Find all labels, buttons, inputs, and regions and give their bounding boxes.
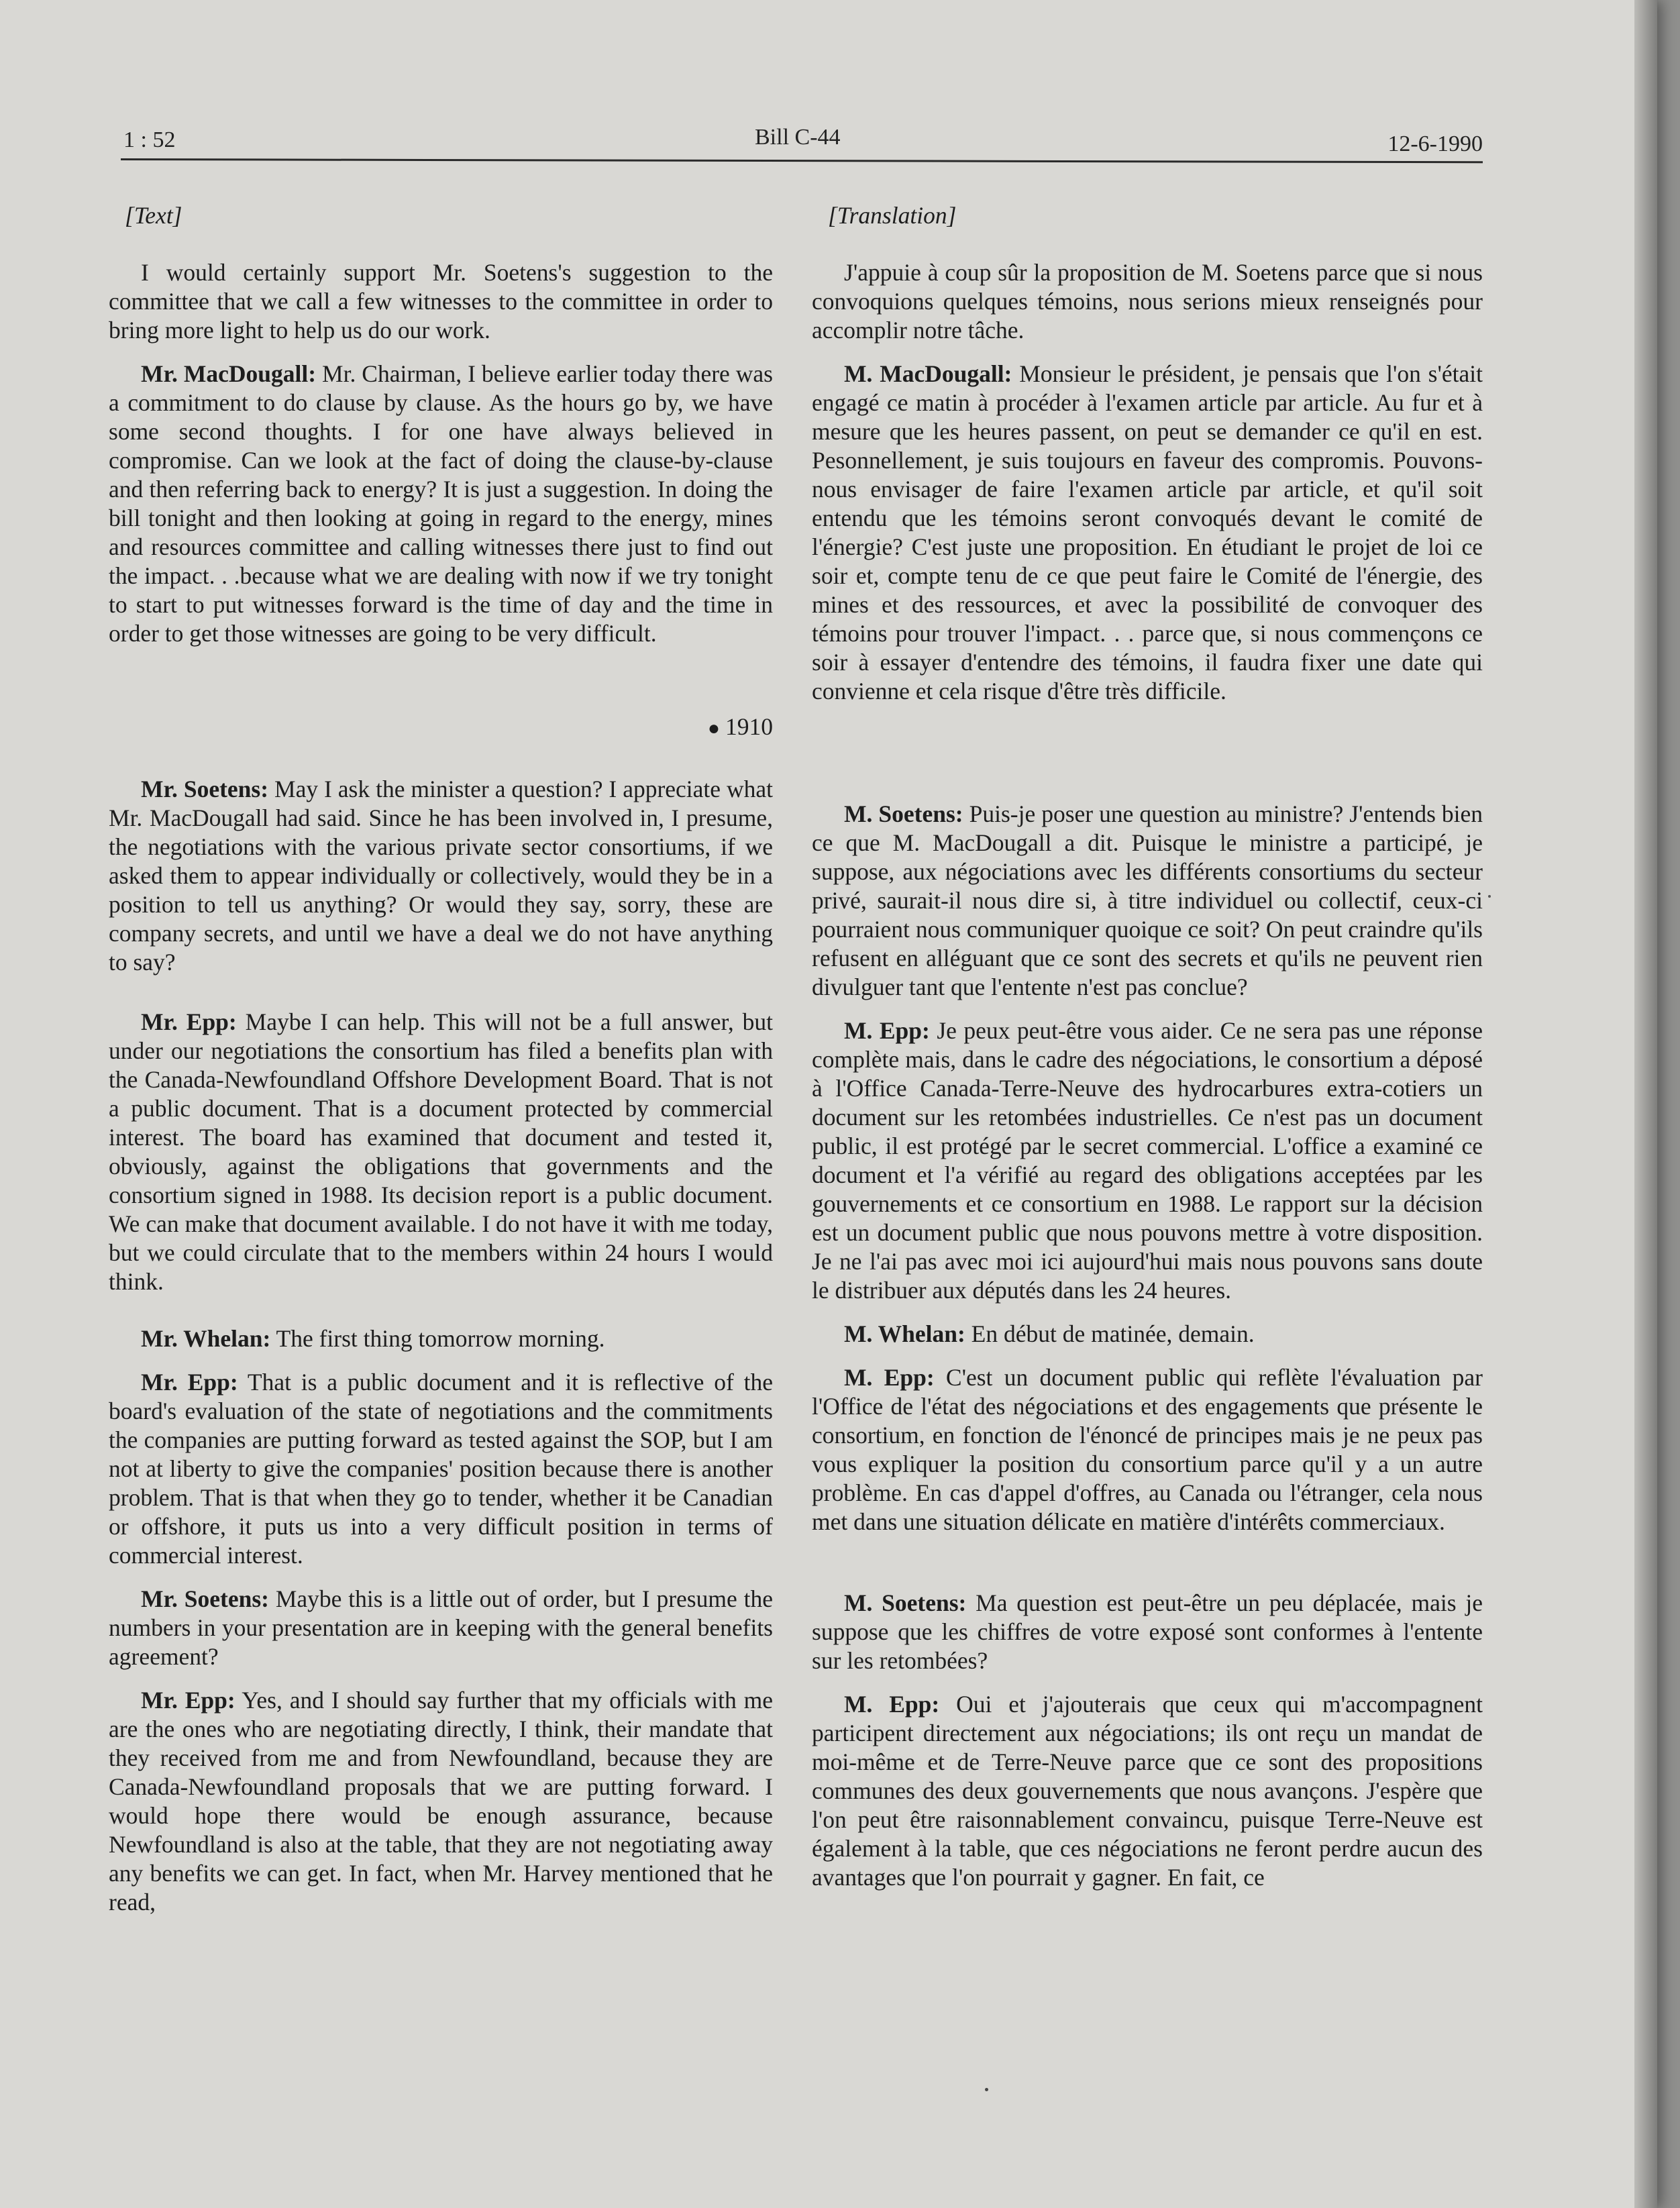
paragraph bbox=[812, 1589, 1483, 1675]
speech-text: May I ask the minister a question? I appreciate what Mr. MacDougall had said. Since he has been involved in, I presume, the negotiations with the various private sector consortiums, if we asked them to appear individually or collectively, would they be in a position to tell us anything? Or would they say, sorry, these are company secrets, and until we have a deal we do not have anything to say? bbox=[109, 776, 773, 976]
speech-text: C'est un document public qui reflète l'évaluation par l'Office de l'état des négociations et des engagements que présente le consortium, en fonction de l'énoncé de principes mais je ne peux pas vous expliquer la position du consortium parce qu'il y a un autre problème. En cas d'appel d'offres, au Canada ou l'étranger, cela nous met dans une situation délicate en matière d'intérêts commerciaux. bbox=[812, 1364, 1483, 1535]
spacer bbox=[812, 721, 1483, 800]
speech-text: The first thing tomorrow morning. bbox=[270, 1325, 605, 1352]
spacer bbox=[109, 1311, 773, 1324]
speaker-name: M. Epp: bbox=[844, 1017, 930, 1044]
paragraph bbox=[109, 360, 773, 648]
paragraph bbox=[812, 360, 1483, 706]
speaker-name: Mr. Whelan: bbox=[141, 1325, 271, 1352]
paragraph bbox=[812, 1320, 1483, 1349]
column-label: [Text] bbox=[125, 202, 182, 229]
paragraph bbox=[812, 1363, 1483, 1536]
speech-text: Ma question est peut-être un peu déplacée, mais je suppose que les chiffres de votre exposé sont conformes à l'entente sur les retombées? bbox=[812, 1589, 1483, 1674]
speaker-name: M. Whelan: bbox=[844, 1320, 965, 1347]
bullet-icon: ● bbox=[707, 717, 720, 739]
english-column bbox=[109, 201, 773, 1932]
speaker-name: Mr. Epp: bbox=[141, 1008, 237, 1035]
paragraph bbox=[109, 1585, 773, 1671]
paragraph bbox=[109, 1686, 773, 1917]
speech-text: That is a public document and it is reflective of the board's evaluation of the state of negotiations and the commitments the companies are putting forward as tested against the SOP, but I am not at liberty to give the companies' position because there is another problem. That is that when they go to tender, whether it be Canadian or offshore, it puts us into a very difficult position in terms of commercial interest. bbox=[109, 1369, 773, 1569]
speaker-name: Mr. Epp: bbox=[141, 1369, 238, 1396]
paragraph bbox=[109, 1008, 773, 1296]
time-marker-text: 1910 bbox=[725, 713, 773, 740]
scan-speck bbox=[1488, 895, 1491, 898]
speech-text: Oui et j'ajouterais que ceux qui m'accompagnent participent directement aux négociations; ils ont reçu un mandat de moi-même et de Terre-Neuve parce que ce sont des propositions communes des deux gouvernements que nous avançons. J'espère que l'on peut être raisonnablement convaincu, puisque Terre-Neuve est également à la table, que ces négociations ne feront perdre aucun des avantages que l'on pourrait y gagner. En fait, ce bbox=[812, 1691, 1483, 1891]
speech-text: Puis-je poser une question au ministre? J'entends bien ce que M. MacDougall a dit. Puisque le ministre a participé, je suppose, aux négociations avec les différents consortiums du secteur privé, saurait-il nous dire si, à titre individuel ou collectif, ceux-ci pourraient nous communiquer quoique ce soit? On peut craindre qu'ils refusent en alléguant que ce sont des secrets et qu'ils ne peuvent rien divulguer tant que l'entente n'est pas conclue? bbox=[812, 800, 1483, 1000]
paragraph bbox=[812, 800, 1483, 1002]
speaker-name: M. Epp: bbox=[844, 1691, 940, 1718]
french-column bbox=[812, 201, 1483, 1907]
page-number: 1 : 52 bbox=[123, 127, 176, 152]
speech-text: Maybe this is a little out of order, but I presume the numbers in your presentation are in keeping with the general benefits agreement? bbox=[109, 1585, 773, 1670]
speaker-name: Mr. MacDougall: bbox=[141, 360, 317, 387]
speaker-name: M. MacDougall: bbox=[844, 360, 1012, 387]
page-edge bbox=[1634, 0, 1657, 2208]
running-head bbox=[121, 122, 1483, 162]
speech-text: Maybe I can help. This will not be a full answer, but under our negotiations the consortium has filed a benefits plan with the Canada-Newfoundland Offshore Development Board. That is not a public document. That is a document protected by commercial interest. The board has examined that document and tested it, obviously, against the obligations that governments and the consortium signed in 1988. Its decision report is a public document. We can make that document available. I do not have it with me today, but we could circulate that to the members within 24 hours I would think. bbox=[109, 1008, 773, 1295]
time-marker bbox=[109, 713, 773, 743]
spacer bbox=[109, 992, 773, 1008]
speech-text: Je peux peut-être vous aider. Ce ne sera pas une réponse complète mais, dans le cadre des négociations, le consortium a déposé à l'Office Canada-Terre-Neuve des hydrocarbures extra-cotiers un document sur les retombées industrielles. Ce n'est pas un document public, il est protégé par le secret commercial. L'office a examiné ce document et l'a vérifié au regard des obligations acceptées par les gouvernements et ce consortium en 1988. Le rapport sur la décision est un document public que nous pouvons mettre à votre disposition. Je ne l'ai pas avec moi ici aujourd'hui mais nous pouvons sans doute le distribuer aux députés dans les 24 heures. bbox=[812, 1017, 1483, 1304]
speaker-name: Mr. Soetens: bbox=[141, 776, 269, 802]
paragraph bbox=[109, 775, 773, 977]
speech-text: Yes, and I should say further that my officials with me are the ones who are negotiating directly, I think, their mandate that they received from me and from Newfoundland, because they are Canada-Newfoundland proposals that we are putting forward. I would hope there would be enough assurance, because Newfoundland is also at the table, that they are not negotiating away any benefits we can get. In fact, when Mr. Harvey mentioned that he read, bbox=[109, 1687, 773, 1915]
spacer bbox=[812, 1551, 1483, 1589]
speaker-name: M. Soetens: bbox=[844, 1589, 967, 1616]
speaker-name: M. Epp: bbox=[844, 1364, 935, 1391]
scan-speck bbox=[985, 2088, 988, 2091]
speaker-name: Mr. Soetens: bbox=[141, 1585, 269, 1612]
header-date: 12-6-1990 bbox=[1387, 132, 1483, 156]
column-label: [Translation] bbox=[828, 202, 957, 229]
bill-title: Bill C-44 bbox=[755, 125, 841, 150]
paragraph bbox=[812, 1690, 1483, 1892]
paragraph bbox=[109, 1324, 773, 1353]
paragraph bbox=[812, 1016, 1483, 1305]
speaker-name: Mr. Epp: bbox=[141, 1687, 235, 1714]
speaker-name: M. Soetens: bbox=[844, 800, 963, 827]
paragraph: J'appuie à coup sûr la proposition de M. Soetens parce que si nous convoquions quelques témoins, nous serions mieux renseignés pour accomplir notre tâche. bbox=[812, 259, 1483, 344]
speech-text: Mr. Chairman, I believe earlier today there was a commitment to do clause by clause. As the hours go by, we have some second thoughts. I for one have always believed in compromise. Can we look at the fact of doing the clause-by-clause and then referring back to energy? It is just a suggestion. In doing the bill tonight and then looking at going in regard to the energy, mines and resources committee and calling witnesses there just to find out the impact. . .because what we are dealing with now if we try tonight to start to put witnesses forward is the time of day and the time in order to get those witnesses are going to be very difficult. bbox=[109, 360, 773, 647]
paragraph: I would certainly support Mr. Soetens's suggestion to the committee that we call a few witnesses to the committee in order to bring more light to help us do our work. bbox=[109, 259, 773, 344]
speech-text: En début de matinée, demain. bbox=[965, 1320, 1255, 1347]
speech-text: Monsieur le président, je pensais que l'on s'était engagé ce matin à procéder à l'examen article par article. Au fur et à mesure que les heures passent, on peut se demander ce qu'il en est. Pesonnellement, je suis toujours en faveur des compromis. Pouvons-nous envisager de faire l'examen article par article, et qu'il soit entendu que les témoins seront convoqués devant le comité de l'énergie? C'est juste une proposition. En étudiant le projet de loi ce soir et, compte tenu de ce que peut faire le Comité de l'énergie, des mines et des ressources, et avec la possibilité de convoquer des témoins pour trouver l'impact. . . parce que, si nous commençons ce soir à essayer d'entendre des témoins, il faudra fixer une date qui convienne et cela risque d'être très difficile. bbox=[812, 360, 1483, 704]
paragraph bbox=[109, 1368, 773, 1570]
